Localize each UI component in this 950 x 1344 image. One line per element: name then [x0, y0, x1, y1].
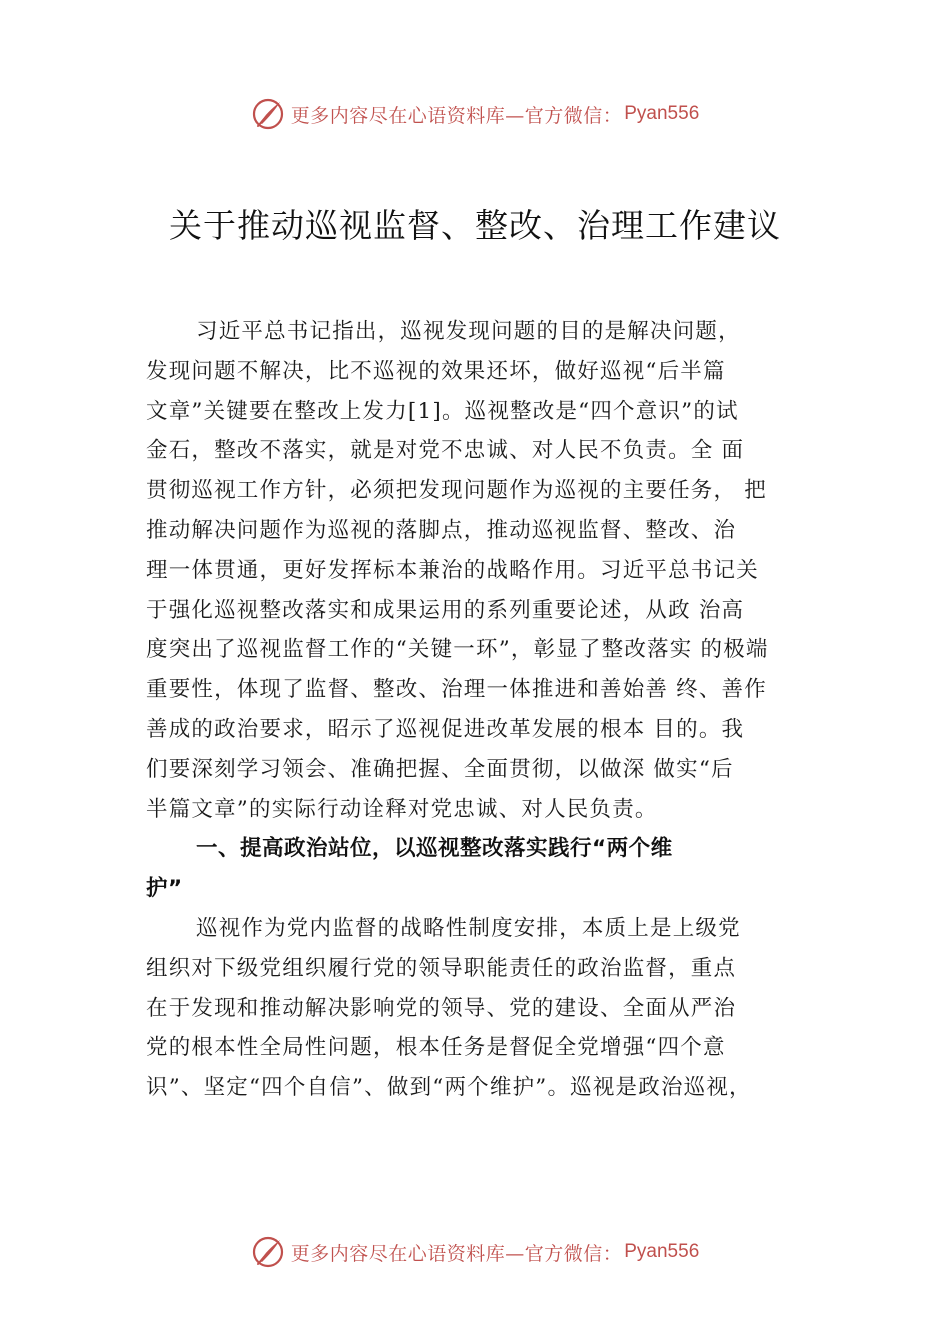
quill-logo-icon	[251, 1235, 285, 1269]
text-line: 金石，整改不落实，就是对党不忠诚、对人民不负责。全 面	[146, 438, 745, 464]
text-line: 贯彻巡视工作方针，必须把发现问题作为巡视的主要任务， 把	[146, 478, 767, 504]
text-line: 理一体贯通，更好发挥标本兼治的战略作用。习近平总书记关	[146, 557, 759, 583]
text-line: 发现问题不解决，比不巡视的效果还坏，做好巡视“后半篇	[146, 358, 726, 384]
text-line: 识”、坚定“四个自信”、做到“两个维护”。巡视是政治巡视，	[146, 1075, 752, 1101]
watermark-wechat-id: Pyan556	[624, 103, 700, 124]
text-line: 党的根本性全局性问题，根本任务是督促全党增强“四个意	[146, 1035, 726, 1061]
watermark-text: 更多内容尽在心语资料库—官方微信：	[290, 1242, 623, 1265]
text-line: 文章”关键要在整改上发力[1]。巡视整改是“四个意识”的试	[146, 398, 739, 424]
text-line: 度突出了巡视监督工作的“关键一环”，彰显了整改落实 的极端	[146, 637, 769, 663]
paragraph-2	[146, 909, 836, 1108]
header-watermark	[0, 94, 950, 134]
text-line: 组织对下级党组织履行党的领导职能责任的政治监督，重点	[146, 955, 737, 981]
watermark-wechat-id: Pyan556	[624, 1241, 700, 1262]
section-heading-1	[146, 829, 836, 909]
text-line: 善成的政治要求，昭示了巡视促进改革发展的根本 目的。我	[146, 716, 745, 742]
text-line: 半篇文章”的实际行动诠释对党忠诚、对人民负责。	[146, 796, 658, 822]
text-line: 巡视作为党内监督的战略性制度安排，本质上是上级党	[196, 915, 741, 941]
quill-logo-icon	[251, 97, 285, 131]
text-line: 于强化巡视整改落实和成果运用的系列重要论述，从政 治高	[146, 597, 745, 623]
text-line: 习近平总书记指出，巡视发现问题的目的是解决问题，	[196, 319, 741, 344]
document-body	[146, 312, 836, 1108]
text-line: 们要深刻学习领会、准确把握、全面贯彻，以做深 做实“后	[146, 756, 734, 782]
document-title: 关于推动巡视监督、整改、治理工作建议	[169, 206, 781, 245]
paragraph-1	[146, 312, 836, 829]
text-line: 推动解决问题作为巡视的落脚点，推动巡视监督、整改、治	[146, 517, 737, 543]
text-line: 在于发现和推动解决影响党的领导、党的建设、全面从严治	[146, 995, 737, 1021]
footer-watermark	[0, 1232, 950, 1272]
watermark-text: 更多内容尽在心语资料库—官方微信：	[290, 104, 623, 127]
heading-line: 护”	[146, 876, 183, 902]
heading-line: 一、提高政治站位，以巡视整改落实践行“两个维	[196, 836, 673, 862]
text-line: 重要性，体现了监督、整改、治理一体推进和善始善 终、善作	[146, 677, 767, 703]
